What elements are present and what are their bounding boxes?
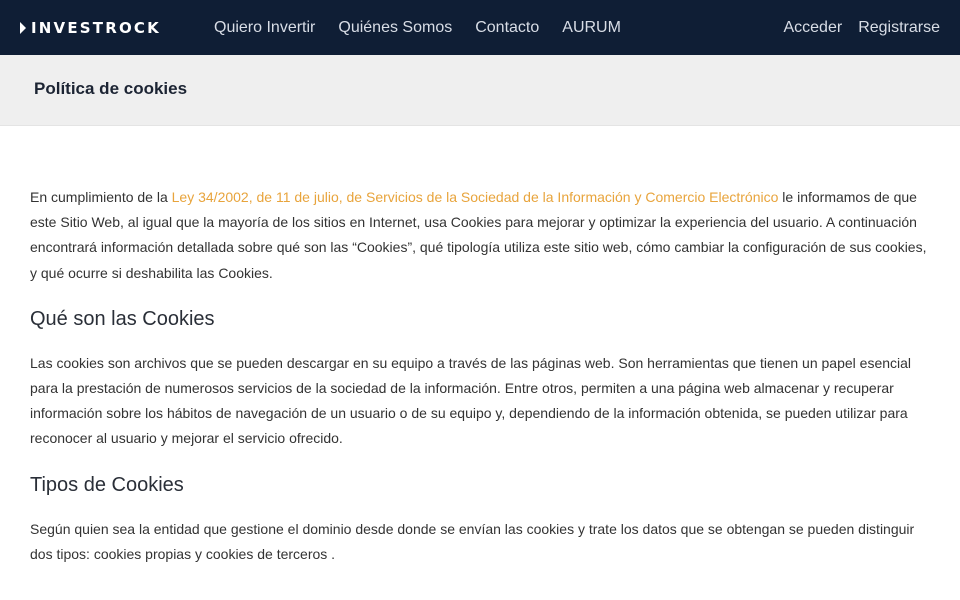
main-nav	[214, 0, 644, 55]
law-link[interactable]: Ley 34/2002, de 11 de julio, de Servicios de la Sociedad de la Información y Comercio Electrónico	[171, 189, 779, 205]
page-title-band	[0, 55, 960, 126]
play-triangle-icon	[20, 22, 26, 34]
intro-text-before: En cumplimiento de la	[30, 189, 172, 205]
policy-content	[30, 185, 930, 567]
brand-name: INVESTROCK	[31, 19, 161, 37]
register-link[interactable]: Registrarse	[858, 18, 940, 36]
intro-paragraph	[30, 185, 930, 286]
intro-text-after: le informamos de que este Sitio Web, al igual que la mayoría de los sitios en Internet, usa Cookies para mejorar y optimizar la experiencia del usuario. A continuación encontrará información detallada sobre qué son las “Cookies”, qué tipología utiliza este sitio web, cómo cambiar la configuración de sus cookies, y qué ocurre si deshabilita las Cookies.	[30, 189, 927, 281]
heading-tipos-cookies: Tipos de Cookies	[30, 473, 184, 496]
nav-quiero-invertir[interactable]: Quiero Invertir	[214, 18, 316, 36]
top-navbar	[0, 0, 960, 55]
heading-que-son-cookies: Qué son las Cookies	[30, 307, 215, 330]
nav-quienes-somos[interactable]: Quiénes Somos	[338, 18, 453, 36]
nav-aurum[interactable]: AURUM	[562, 18, 621, 36]
cookies-types-paragraph: Según quien sea la entidad que gestione el dominio desde donde se envían las cookies y trate los datos que se obtengan se pueden distinguir dos tipos: cookies propias y cookies de terceros .	[30, 520, 915, 562]
login-link[interactable]: Acceder	[783, 18, 843, 36]
page-title: Política de cookies	[34, 79, 188, 98]
cookies-definition-paragraph: Las cookies son archivos que se pueden descargar en su equipo a través de las páginas web. Son herramientas que tienen un papel esencial para la prestación de numerosos servicios de la sociedad de la información. Entre otros, permiten a una página web almacenar y recuperar información sobre los hábitos de navegación de un usuario o de su equipo y, dependiendo de la información obtenida, se pueden utilizar para reconocer al usuario y mejorar el servicio ofrecido.	[30, 354, 912, 447]
auth-nav	[767, 0, 940, 55]
brand-logo[interactable]	[20, 17, 161, 39]
nav-contacto[interactable]: Contacto	[475, 18, 540, 36]
